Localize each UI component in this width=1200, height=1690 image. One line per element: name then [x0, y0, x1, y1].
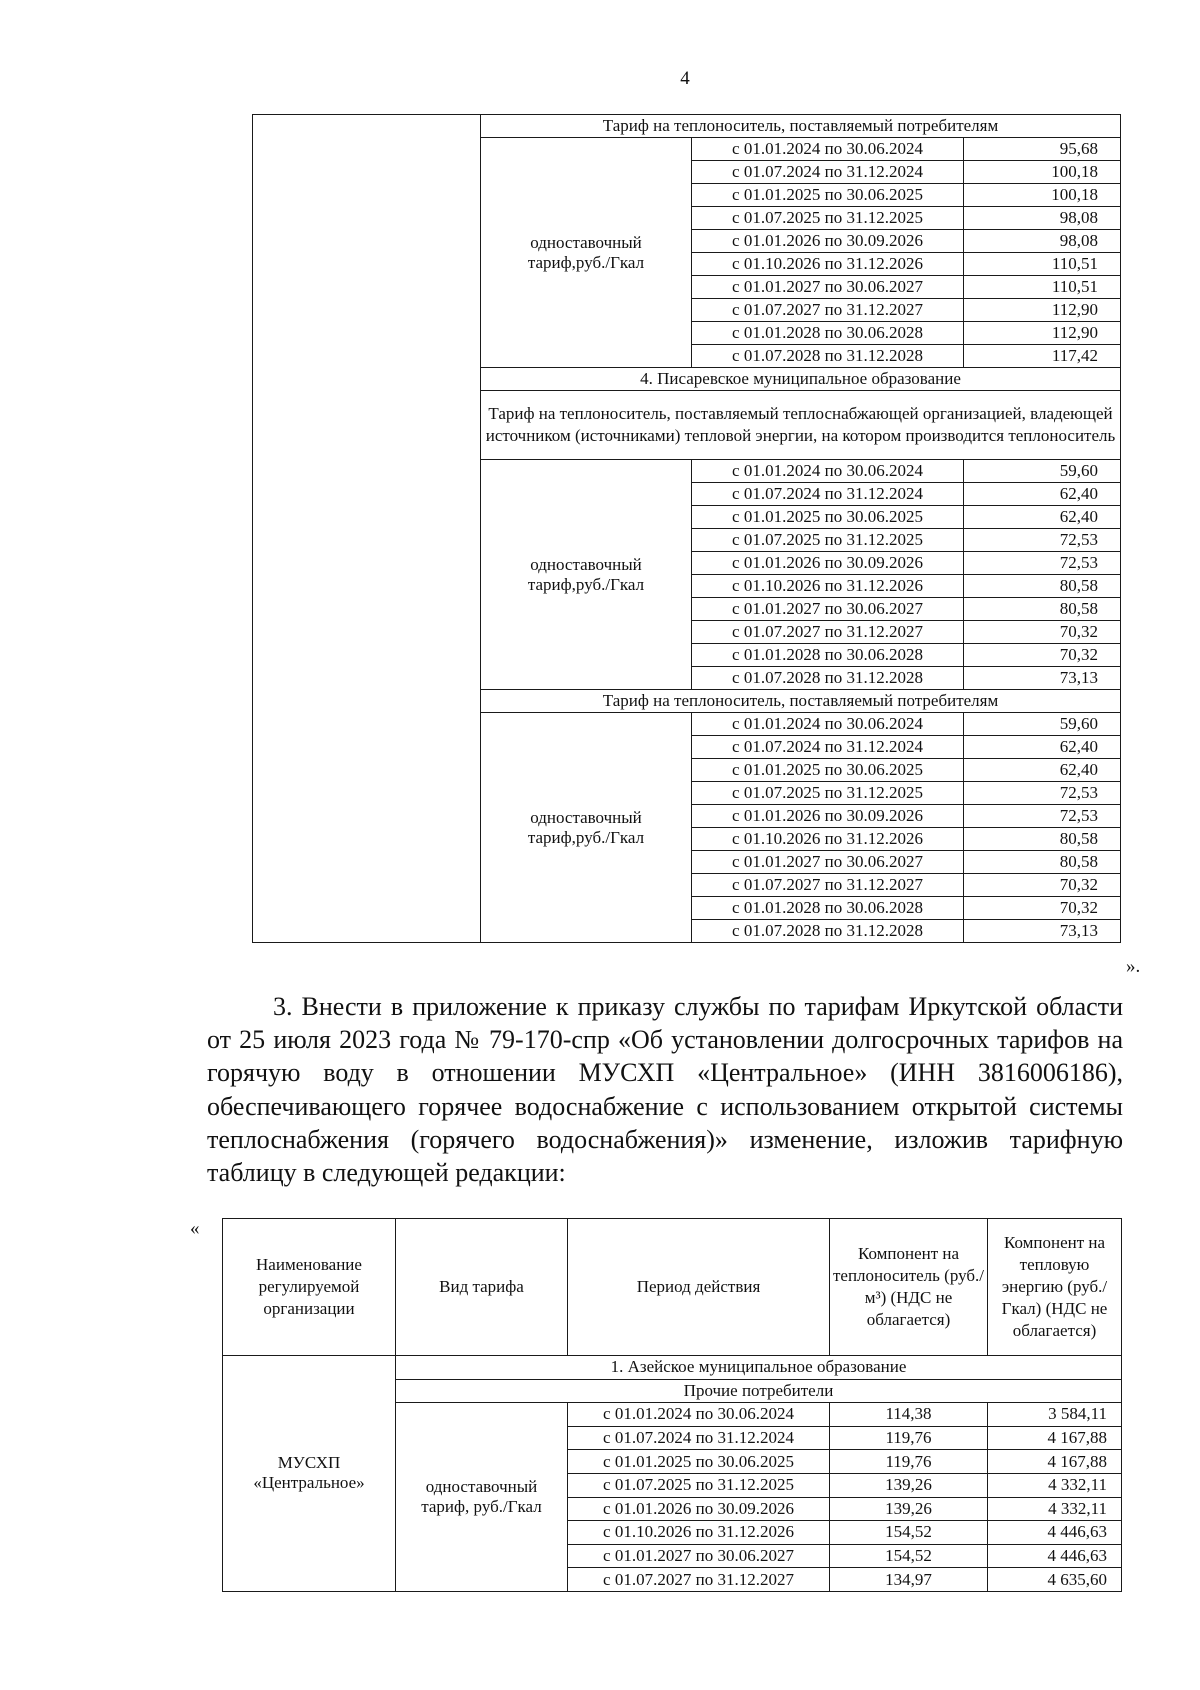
- value-cell: 72,53: [964, 529, 1121, 552]
- period-cell: с 01.07.2025 по 31.12.2025: [568, 1473, 830, 1497]
- value-cell: 95,68: [964, 138, 1121, 161]
- period-cell: с 01.07.2028 по 31.12.2028: [692, 920, 964, 943]
- tariff-type-cell: одноставочный тариф,руб./Гкал: [481, 460, 692, 690]
- period-cell: с 01.07.2024 по 31.12.2024: [692, 483, 964, 506]
- organization-cell: МУСХП «Центральное»: [223, 1356, 396, 1592]
- amendment-paragraph: [207, 990, 1123, 1189]
- tariff-type-cell: одноставочный тариф, руб./Гкал: [396, 1403, 568, 1592]
- heat-value-cell: 4 446,63: [988, 1521, 1122, 1545]
- heat-value-cell: 4 167,88: [988, 1450, 1122, 1474]
- coolant-value-cell: 139,26: [830, 1473, 988, 1497]
- group-title: 4. Писаревское муниципальное образование: [481, 368, 1121, 391]
- period-cell: с 01.07.2025 по 31.12.2025: [692, 782, 964, 805]
- value-cell: 70,32: [964, 897, 1121, 920]
- blank-org-cell: [253, 115, 481, 943]
- coolant-value-cell: 119,76: [830, 1450, 988, 1474]
- section-title: 1. Азейское муниципальное образование: [396, 1356, 1122, 1380]
- coolant-value-cell: 114,38: [830, 1403, 988, 1427]
- period-cell: с 01.07.2027 по 31.12.2027: [692, 299, 964, 322]
- period-cell: с 01.01.2028 по 30.06.2028: [692, 322, 964, 345]
- value-cell: 80,58: [964, 575, 1121, 598]
- heat-value-cell: 4 635,60: [988, 1568, 1122, 1592]
- heat-carrier-tariff-table: [252, 114, 1121, 943]
- value-cell: 110,51: [964, 276, 1121, 299]
- period-cell: с 01.01.2028 по 30.06.2028: [692, 897, 964, 920]
- table-row: [253, 115, 1121, 138]
- period-cell: с 01.01.2026 по 30.09.2026: [692, 552, 964, 575]
- period-cell: с 01.01.2025 по 30.06.2025: [692, 506, 964, 529]
- period-cell: с 01.07.2025 по 31.12.2025: [692, 529, 964, 552]
- value-cell: 112,90: [964, 299, 1121, 322]
- value-cell: 80,58: [964, 851, 1121, 874]
- period-cell: с 01.01.2024 по 30.06.2024: [692, 713, 964, 736]
- period-cell: с 01.07.2024 по 31.12.2024: [692, 161, 964, 184]
- value-cell: 98,08: [964, 230, 1121, 253]
- value-cell: 73,13: [964, 667, 1121, 690]
- period-cell: с 01.07.2024 по 31.12.2024: [692, 736, 964, 759]
- paragraph-text: 3. Внести в приложение к приказу службы по тарифам Иркутской области от 25 июля 2023 года № 79-170-спр «Об установлении долгосрочных тарифов на горячую воду в отношении МУСХП «Центральное» (ИНН 3816006186), обеспечивающего горячее водоснабжение с использованием открытой системы теплоснабжения (горячего водоснабжения)» изменение, изложив тарифную таблицу в следующей редакции:: [207, 992, 1123, 1188]
- period-cell: с 01.01.2026 по 30.09.2026: [692, 230, 964, 253]
- heat-value-cell: 4 167,88: [988, 1426, 1122, 1450]
- header-row: [223, 1219, 1122, 1356]
- table-row: [223, 1356, 1122, 1380]
- period-cell: с 01.10.2026 по 31.12.2026: [692, 575, 964, 598]
- period-cell: с 01.07.2027 по 31.12.2027: [692, 874, 964, 897]
- value-cell: 100,18: [964, 161, 1121, 184]
- column-header: Наименование регулируемой организации: [223, 1219, 396, 1356]
- value-cell: 98,08: [964, 207, 1121, 230]
- hot-water-tariff-table: [222, 1218, 1122, 1592]
- period-cell: с 01.01.2028 по 30.06.2028: [692, 644, 964, 667]
- period-cell: с 01.01.2024 по 30.06.2024: [692, 138, 964, 161]
- period-cell: с 01.01.2024 по 30.06.2024: [568, 1403, 830, 1427]
- period-cell: с 01.01.2027 по 30.06.2027: [692, 276, 964, 299]
- value-cell: 70,32: [964, 874, 1121, 897]
- value-cell: 80,58: [964, 598, 1121, 621]
- value-cell: 110,51: [964, 253, 1121, 276]
- coolant-value-cell: 119,76: [830, 1426, 988, 1450]
- closing-quote: ».: [1126, 956, 1141, 977]
- column-header: Период действия: [568, 1219, 830, 1356]
- value-cell: 72,53: [964, 782, 1121, 805]
- value-cell: 59,60: [964, 713, 1121, 736]
- value-cell: 80,58: [964, 828, 1121, 851]
- tariff-type-cell: одноставочный тариф,руб./Гкал: [481, 138, 692, 368]
- value-cell: 117,42: [964, 345, 1121, 368]
- value-cell: 72,53: [964, 552, 1121, 575]
- heat-value-cell: 4 332,11: [988, 1473, 1122, 1497]
- period-cell: с 01.10.2026 по 31.12.2026: [568, 1521, 830, 1545]
- period-cell: с 01.10.2026 по 31.12.2026: [692, 253, 964, 276]
- value-cell: 62,40: [964, 483, 1121, 506]
- opening-quote: «: [190, 1218, 200, 1239]
- period-cell: с 01.01.2025 по 30.06.2025: [692, 759, 964, 782]
- period-cell: с 01.07.2027 по 31.12.2027: [692, 621, 964, 644]
- period-cell: с 01.07.2024 по 31.12.2024: [568, 1426, 830, 1450]
- coolant-value-cell: 154,52: [830, 1521, 988, 1545]
- period-cell: с 01.01.2026 по 30.09.2026: [568, 1497, 830, 1521]
- coolant-value-cell: 154,52: [830, 1544, 988, 1568]
- value-cell: 73,13: [964, 920, 1121, 943]
- column-header: Компонент на теплоноситель (руб./м³) (НДС не облагается): [830, 1219, 988, 1356]
- value-cell: 70,32: [964, 621, 1121, 644]
- period-cell: с 01.01.2025 по 30.06.2025: [568, 1450, 830, 1474]
- period-cell: с 01.01.2024 по 30.06.2024: [692, 460, 964, 483]
- period-cell: с 01.01.2027 по 30.06.2027: [692, 851, 964, 874]
- group-title: Тариф на теплоноситель, поставляемый потребителям: [481, 690, 1121, 713]
- value-cell: 72,53: [964, 805, 1121, 828]
- value-cell: 59,60: [964, 460, 1121, 483]
- period-cell: с 01.01.2027 по 30.06.2027: [568, 1544, 830, 1568]
- heat-value-cell: 3 584,11: [988, 1403, 1122, 1427]
- column-header: Компонент на тепловую энергию (руб./Гкал) (НДС не облагается): [988, 1219, 1122, 1356]
- period-cell: с 01.10.2026 по 31.12.2026: [692, 828, 964, 851]
- group-title: Тариф на теплоноситель, поставляемый теплоснабжающей организацией, владеющей источником (источниками) тепловой энергии, на котором производится теплоноситель: [481, 391, 1121, 460]
- tariff-type-cell: одноставочный тариф,руб./Гкал: [481, 713, 692, 943]
- subsection-title: Прочие потребители: [396, 1379, 1122, 1403]
- value-cell: 70,32: [964, 644, 1121, 667]
- heat-value-cell: 4 446,63: [988, 1544, 1122, 1568]
- period-cell: с 01.07.2025 по 31.12.2025: [692, 207, 964, 230]
- period-cell: с 01.01.2026 по 30.09.2026: [692, 805, 964, 828]
- value-cell: 62,40: [964, 759, 1121, 782]
- period-cell: с 01.07.2028 по 31.12.2028: [692, 667, 964, 690]
- heat-value-cell: 4 332,11: [988, 1497, 1122, 1521]
- coolant-value-cell: 134,97: [830, 1568, 988, 1592]
- period-cell: с 01.07.2027 по 31.12.2027: [568, 1568, 830, 1592]
- group-title: Тариф на теплоноситель, поставляемый потребителям: [481, 115, 1121, 138]
- value-cell: 100,18: [964, 184, 1121, 207]
- page-number: 4: [680, 68, 690, 89]
- value-cell: 112,90: [964, 322, 1121, 345]
- period-cell: с 01.01.2027 по 30.06.2027: [692, 598, 964, 621]
- period-cell: с 01.01.2025 по 30.06.2025: [692, 184, 964, 207]
- value-cell: 62,40: [964, 736, 1121, 759]
- period-cell: с 01.07.2028 по 31.12.2028: [692, 345, 964, 368]
- coolant-value-cell: 139,26: [830, 1497, 988, 1521]
- value-cell: 62,40: [964, 506, 1121, 529]
- column-header: Вид тарифа: [396, 1219, 568, 1356]
